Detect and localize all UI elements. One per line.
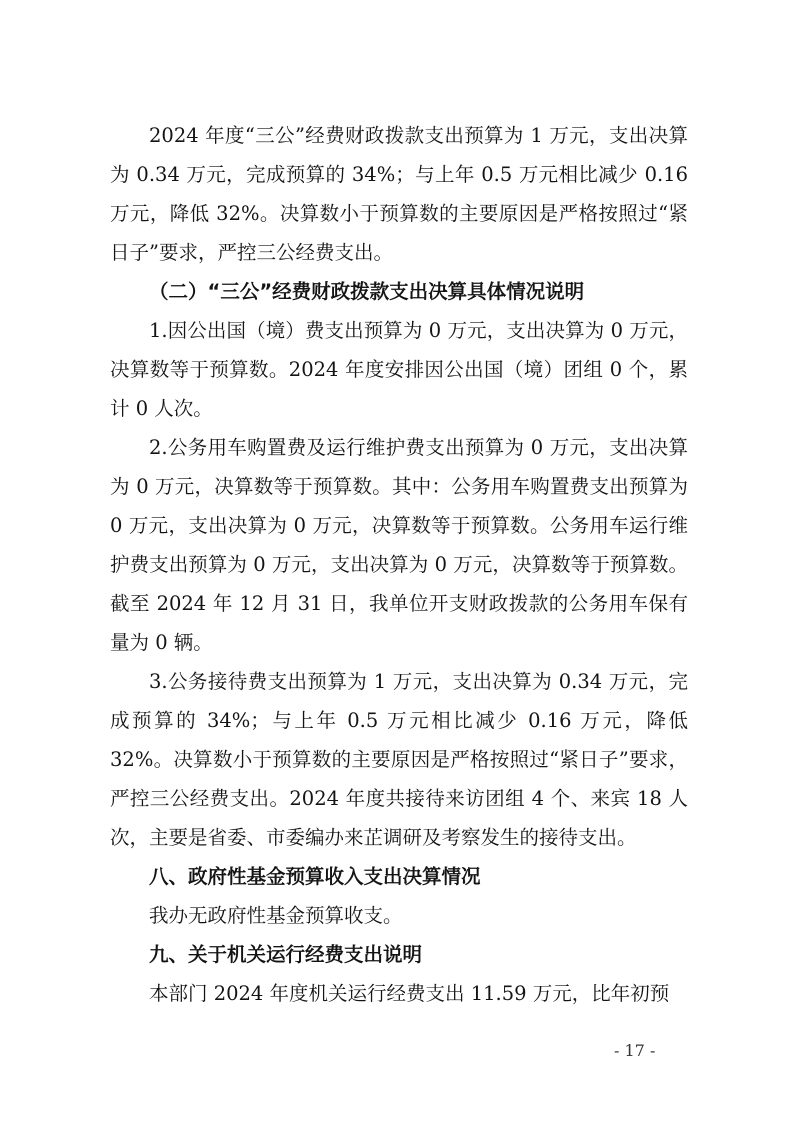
section-heading-operating-expenses: 九、关于机关运行经费支出说明: [149, 943, 423, 966]
paragraph-official-vehicles: 2.公务用车购置费及运行维护费支出预算为 0 万元，支出决算为 0 万元，决算数等于预算数。其中：公务用车购置费支出预算为 0 万元，支出决算为 0 万元，决算数等于预算数。公务用车运行维护费支出预算为 0 万元，支出决算为 0 万元，决算数等于预算数。截至 2024 年 12 月 31 日，我单位开支财政拨款的公务用车保有量为 0 辆。: [110, 436, 688, 654]
paragraph-operating-expenses: 本部门 2024 年度机关运行经费支出 11.59 万元，比年初预: [149, 982, 670, 1005]
paragraph-overseas-travel: 1.因公出国（境）费支出预算为 0 万元，支出决算为 0 万元，决算数等于预算数。2024 年度安排因公出国（境）团组 0 个，累计 0 人次。: [110, 319, 688, 420]
page-number: - 17 -: [614, 1041, 656, 1060]
section-heading-government-fund: 八、政府性基金预算收入支出决算情况: [149, 865, 481, 888]
section-heading-three-public-details: （二）“三公”经费财政拨款支出决算具体情况说明: [149, 280, 585, 303]
paragraph-official-reception: 3.公务接待费支出预算为 1 万元，支出决算为 0.34 万元，完成预算的 34%；与上年 0.5 万元相比减少 0.16 万元，降低 32%。决算数小于预算数的主要原因是严格按照过“紧日子”要求，严控三公经费支出。2024 年度共接待来访团组 4 个、来宾 18 人次，主要是省委、市委编办来芷调研及考察发生的接待支出。: [110, 670, 688, 849]
paragraph-government-fund: 我办无政府性基金预算收支。: [149, 904, 403, 927]
document-body: [110, 116, 688, 1013]
paragraph-three-public-summary: 2024 年度“三公”经费财政拨款支出预算为 1 万元，支出决算为 0.34 万元，完成预算的 34%；与上年 0.5 万元相比减少 0.16 万元，降低 32%。决算数小于预算数的主要原因是严格按照过“紧日子”要求，严控三公经费支出。: [110, 124, 688, 264]
